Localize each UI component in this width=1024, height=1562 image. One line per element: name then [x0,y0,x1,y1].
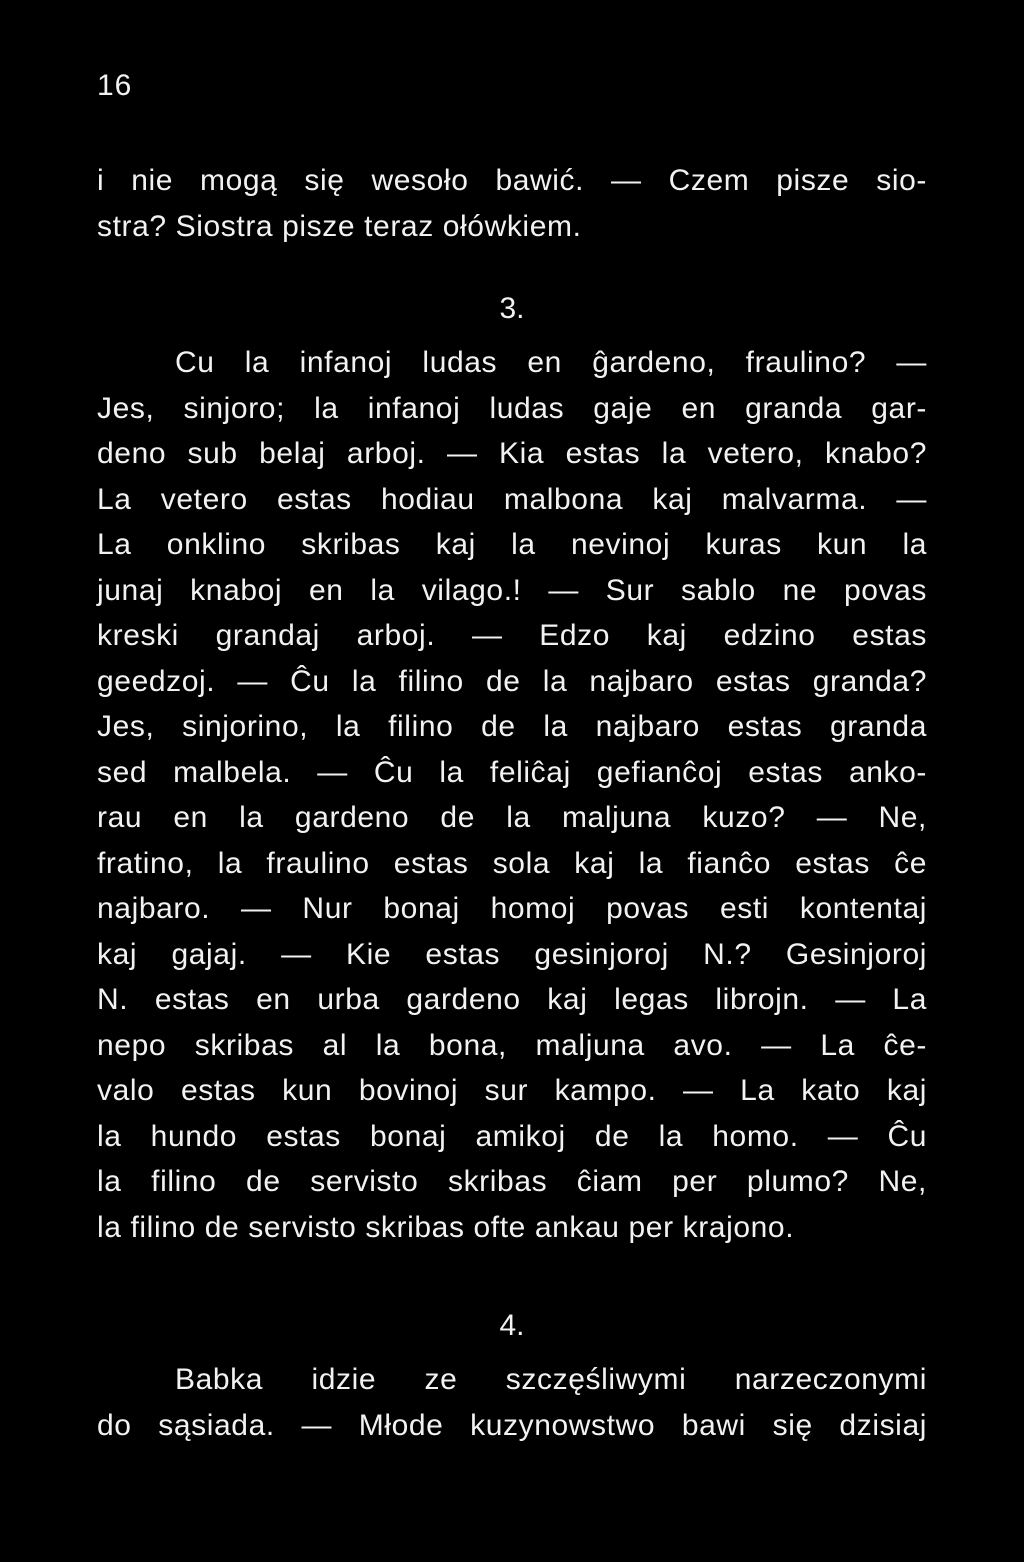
text-line: najbaro. — Nur bonaj homoj povas esti kontentaj [97,892,927,925]
section-heading-3: 3. [499,292,525,325]
section-heading-4: 4. [499,1309,525,1342]
text-line: stra? Siostra pisze teraz ołówkiem. [97,209,582,243]
text-line: N. estas en urba gardeno kaj legas librojn. — La [97,983,927,1016]
text-line: La vetero estas hodiau malbona kaj malvarma. — [97,482,927,516]
text-line: valo estas kun bovinoj sur kampo. — La kato kaj [97,1074,927,1107]
page-number: 16 [97,69,133,102]
section-4-paragraph [97,1357,927,1448]
text-line: deno sub belaj arboj. — Kia estas la vetero, knabo? [97,437,927,470]
text-line: kaj gajaj. — Kie estas gesinjoroj N.? Gesinjoroj [97,937,927,971]
text-line: Babka idzie ze szczęśliwymi narzeczonymi [175,1363,927,1396]
section-3-paragraph [97,340,927,1250]
text-line: junaj knaboj en la vilago.! — Sur sablo ne povas [97,573,927,607]
text-line: Jes, sinjoro; la infanoj ludas gaje en granda gar- [97,391,927,425]
text-line: i nie mogą się wesoło bawić. — Czem pisze sio- [97,164,927,197]
text-line: nepo skribas al la bona, maljuna avo. — La ĉe- [97,1028,927,1062]
text-line: Jes, sinjorino, la filino de la najbaro estas granda [97,710,927,743]
text-line: La onklino skribas kaj la nevinoj kuras kun la [97,528,927,561]
text-line: Cu la infanoj ludas en ĝardeno, fraulino? — [175,346,927,379]
text-line: do sąsiada. — Młode kuzynowstwo bawi się dzisiaj [97,1408,927,1442]
text-line: rau en la gardeno de la maljuna kuzo? — Ne, [97,801,927,834]
text-line: la filino de servisto skribas ofte ankau per krajono. [97,1210,795,1244]
text-line: kreski grandaj arboj. — Edzo kaj edzino estas [97,619,927,652]
intro-paragraph [97,158,927,249]
text-line: sed malbela. — Ĉu la feliĉaj gefianĉoj estas anko- [97,755,927,789]
text-line: la hundo estas bonaj amikoj de la homo. — Ĉu [97,1119,927,1153]
text-line: geedzoj. — Ĉu la filino de la najbaro estas granda? [97,664,927,698]
text-line: fratino, la fraulino estas sola kaj la fianĉo estas ĉe [97,846,927,880]
text-line: la filino de servisto skribas ĉiam per plumo? Ne, [97,1165,927,1198]
